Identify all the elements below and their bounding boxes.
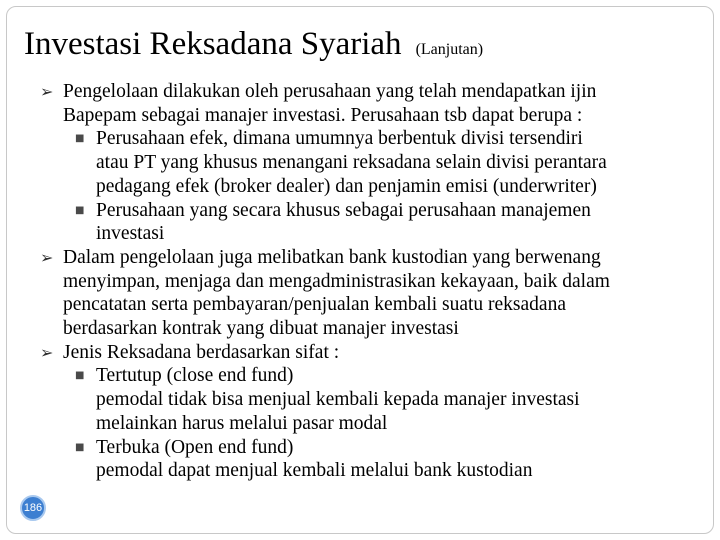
bullet-text-line: pedagang efek (broker dealer) dan penjamin emisi (underwriter) — [96, 175, 597, 197]
arrow-bullet-icon: ➢ — [40, 82, 54, 101]
bullet-text-line: pencatatan serta pembayaran/penjualan kembali suatu reksadana — [63, 294, 566, 316]
bullet-text-line: pemodal tidak bisa menjual kembali kepada manajer investasi — [96, 389, 580, 411]
page-number: 186 — [23, 502, 43, 514]
bullet-text-line: Bapepam sebagai manajer investasi. Perusahaan tsb dapat berupa : — [63, 104, 583, 126]
bullet-text-line: Dalam pengelolaan juga melibatkan bank kustodian yang berwenang — [63, 246, 601, 268]
bullet-text-line: melainkan harus melalui pasar modal — [96, 412, 388, 434]
title-main: Investasi Reksadana Syariah — [24, 26, 402, 62]
square-bullet-icon: ■ — [75, 441, 85, 453]
square-bullet-icon: ■ — [75, 370, 85, 382]
arrow-bullet-icon: ➢ — [40, 342, 54, 362]
bullet-text-line: menyimpan, menjaga dan mengadministrasikan kekayaan, baik dalam — [63, 270, 610, 292]
bullet-text-line: Perusahaan efek, dimana umumnya berbentuk divisi tersendiri — [96, 128, 583, 150]
title-subtitle: (Lanjutan) — [415, 41, 484, 58]
bullet-text-line: Jenis Reksadana berdasarkan sifat : — [63, 341, 340, 363]
bullet-text-line: berdasarkan kontrak yang dibuat manajer investasi — [63, 318, 459, 339]
slide-title — [24, 26, 483, 63]
arrow-bullet-icon: ➢ — [40, 247, 54, 267]
page-number-badge — [20, 495, 46, 521]
square-bullet-icon: ■ — [75, 204, 85, 216]
bullet-text-line: pemodal dapat menjual kembali melalui bank kustodian — [96, 460, 533, 482]
bullet-text-line: atau PT yang khusus menangani reksadana selain divisi perantara — [96, 152, 607, 174]
bullet-text-line: Perusahaan yang secara khusus sebagai perusahaan manajemen — [96, 199, 591, 221]
square-bullet-icon: ■ — [75, 133, 85, 145]
bullet-text-line: Tertutup (close end fund) — [96, 365, 294, 387]
bullet-text-line: Terbuka (Open end fund) — [96, 436, 294, 458]
bullet-text-line: investasi — [96, 223, 165, 245]
bullet-text-line: Pengelolaan dilakukan oleh perusahaan yang telah mendapatkan ijin — [63, 81, 597, 102]
